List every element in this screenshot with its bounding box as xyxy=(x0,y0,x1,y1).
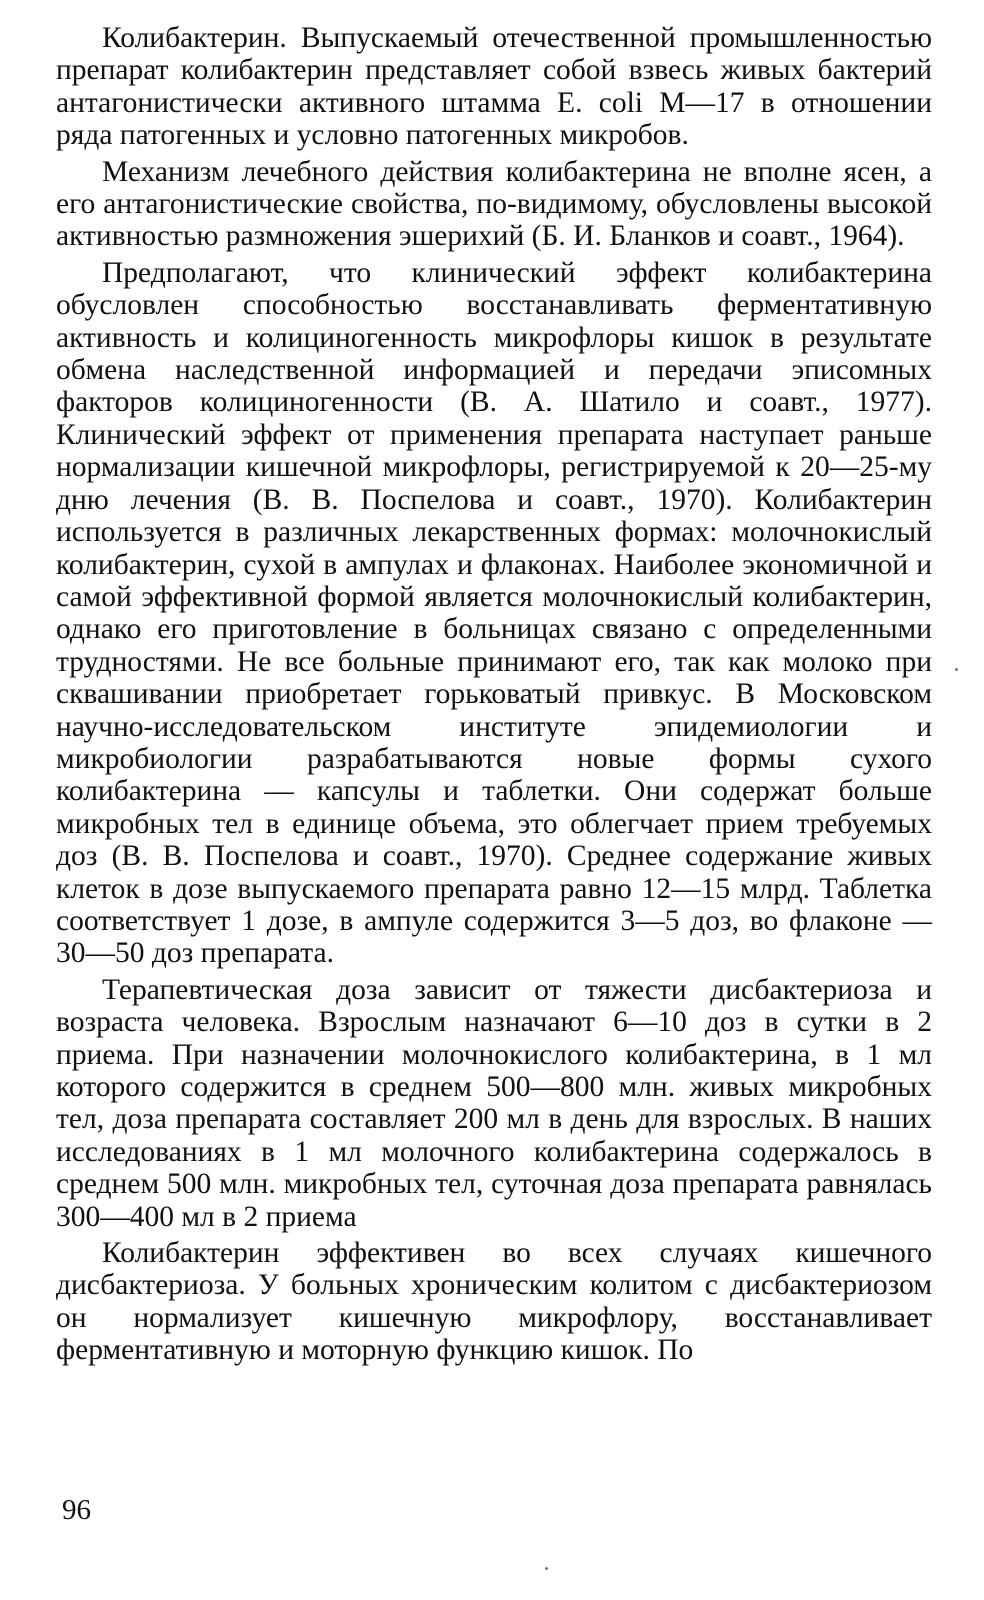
paragraph-clinical-effect: Предполагают, что клинический эффект колибактерина обусловлен способностью восстанавливать ферментативную активность и колициногенность микрофлоры кишок в результате обмена наследственной информацией и передачи эписомных факторов колициногенности (В. А. Шатило и соавт., 1977). Клинический эффект от применения препарата наступает раньше нормализации кишечной микрофлоры, регистрируемой к 20—25-му дню лечения (В. В. Поспелова и соавт., 1970). Колибактерин используется в различных лекарственных формах: молочнокислый колибактерин, сухой в ампулах и флаконах. Наиболее экономичной и самой эффективной формой является молочнокислый колибактерин, однако его приготовление в больницах связано с определенными трудностями. Не все больные принимают его, так как молоко при сквашивании приобретает горьковатый привкус. В Московском научно-исследовательском институте эпидемиологии и микробиологии разрабатываются новые формы сухого колибактерина — капсулы и таблетки. Они содержат больше микробных тел в единице объема, это облегчает прием требуемых доз (В. В. Поспелова и соавт., 1970). Среднее содержание живых клеток в дозе выпускаемого препарата равно 12—15 млрд. Таблетка соответствует 1 дозе, в ампуле содержится 3—5 доз, во флаконе — 30—50 доз препарата. xyxy=(56,256,932,970)
paragraph-therapeutic-dose: Терапевтическая доза зависит от тяжести дисбактериоза и возраста человека. Взрослым назначают 6—10 доз в сутки в 2 приема. При назначении молочнокислого колибактерина, в 1 мл которого содержится в среднем 500—800 млн. живых микробных тел, доза препарата составляет 200 мл в день для взрослых. В наших исследованиях в 1 мл молочного колибактерина содержалось в среднем 500 млн. микробных тел, суточная доза препарата равнялась 300—400 мл в 2 приема xyxy=(56,973,932,1233)
paragraph-effectiveness: Колибактерин эффективен во всех случаях кишечного дисбактериоза. У больных хроническим колитом с дисбактериозом он нормализует кишечную микрофлору, восстанавливает ферментативную и моторную функцию кишок. По xyxy=(56,1237,932,1367)
scan-speck xyxy=(545,1567,548,1570)
paragraph-colibacterin-intro: Колибактерин. Выпускаемый отечественной промышленностью препарат колибактерин представляет собой взвесь живых бактерий антагонистически активного штамма E. coli M—17 в отношении ряда патогенных и условно патогенных микробов. xyxy=(56,22,932,152)
page-number: 96 xyxy=(62,1494,91,1526)
scan-speck xyxy=(955,668,958,671)
paragraph-mechanism: Механизм лечебного действия колибактерина не вполне ясен, а его антагонистические свойства, по-видимому, обусловлены высокой активностью размножения эшерихий (Б. И. Бланков и соавт., 1964). xyxy=(56,155,932,253)
page-body xyxy=(56,22,932,1367)
